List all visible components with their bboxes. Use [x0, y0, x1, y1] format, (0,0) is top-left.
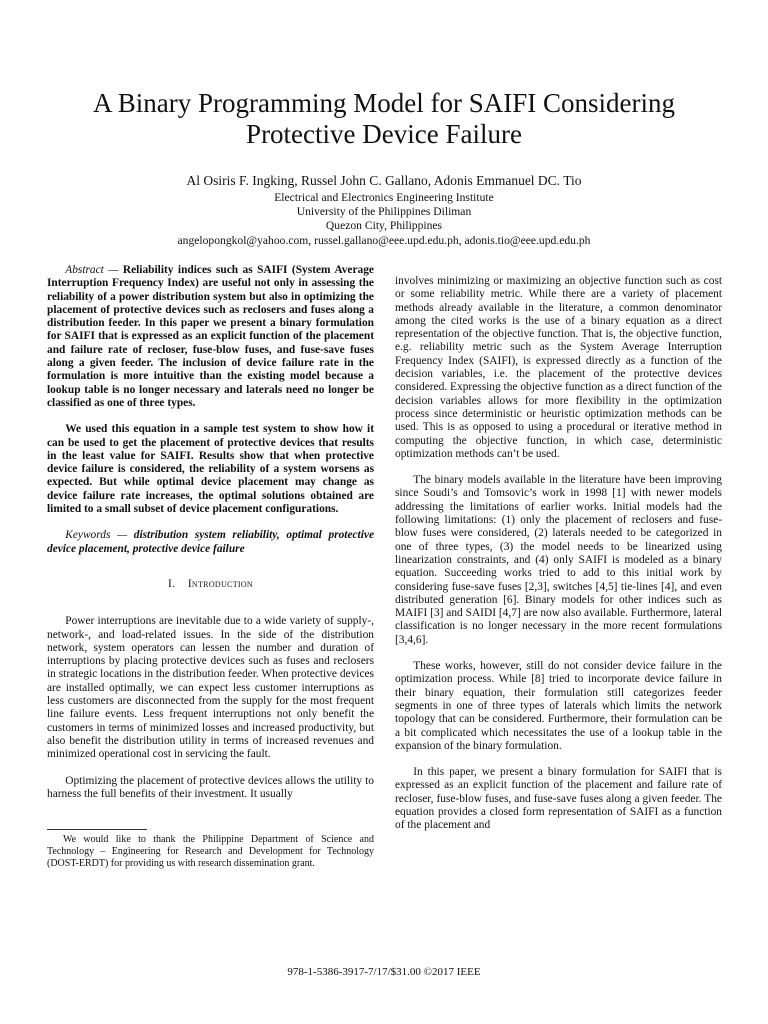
section-number: I.	[167, 577, 176, 590]
keywords-text: distribution system reliability, optimal protective device placement, protective device failure	[47, 529, 374, 555]
affiliation-emails[interactable]: angelopongkol@yahoo.com, russel.gallano@eee.upd.edu.ph, adonis.tio@eee.upd.edu.ph	[177, 233, 591, 247]
copyright-footer: 978-1-5386-3917-7/17/$31.00 ©2017 IEEE	[287, 966, 481, 978]
right-paragraph-4: In this paper, we present a binary formulation for SAIFI that is expressed as an explicit function of the placement and failure rate of recloser, fuse-blow fuses, and fuse-save fuses along a given feeder. The equation provides a closed form representation of SAIFI as a function of the placement and	[395, 766, 722, 832]
section-title: Introduction	[187, 577, 253, 590]
left-column	[47, 264, 374, 801]
abstract-lead: Abstract —	[65, 264, 123, 276]
paper-title	[40, 88, 728, 150]
right-paragraph-3: These works, however, still do not consider device failure in the optimization process. While [8] tried to incorporate device failure in their binary equation, their formulation still categorizes feeder segments in one of three types of laterals which limits the network topology that can be considered. Furthermore, their formulation can be a bit complicated which necessitates the use of a lookup table in the expansion of the binary formulation.	[395, 660, 722, 752]
section-heading-introduction	[47, 578, 374, 591]
affiliation-institute: Electrical and Electronics Engineering Institute	[274, 191, 494, 204]
title-line-2: Protective Device Failure	[246, 119, 522, 149]
author-list: Al Osiris F. Ingking, Russel John C. Gallano, Adonis Emmanuel DC. Tio	[186, 173, 582, 188]
footnote: We would like to thank the Philippine Department of Science and Technology – Engineering for Research and Development for Technology (DOST-ERDT) for providing us with research dissemination grant.	[47, 834, 374, 869]
right-column	[395, 275, 722, 833]
intro-paragraph-1: Power interruptions are inevitable due to a wide variety of supply-, network-, and load-related issues. In the side of the distribution network, system operators can lessen the number and duration of interruptions by placing protective devices such as fuses and reclosers in strategic locations in the distribution feeder. When protective devices are installed optimally, we can expect less customer interruptions as less customers are disconnected from the supply for the most frequent line failure events. Less frequent interruptions not only benefit the customers in terms of minimized losses and increased productivity, but also benefit the distribution utility in terms of increased revenues and minimized operational cost in servicing the fault.	[47, 615, 374, 761]
abstract-paragraph-1	[47, 264, 374, 410]
keywords-lead: Keywords —	[65, 529, 134, 542]
affiliation-university: University of the Philippines Diliman	[296, 205, 472, 219]
title-line-1: A Binary Programming Model for SAIFI Considering	[93, 88, 675, 118]
abstract-paragraph-2: We used this equation in a sample test system to show how it can be used to get the placement of protective devices that results in the least value for SAIFI. Results show that when protective device failure is considered, the reliability of a system worsens as expected. But while optimal device placement may change as device failure rate increases, the optimal solutions obtained are limited to a small subset of device placement configurations.	[47, 423, 374, 516]
intro-paragraph-2: Optimizing the placement of protective devices allows the utility to harness the full benefits of their investment. It usually	[47, 774, 374, 800]
affiliation-city: Quezon City, Philippines	[325, 219, 443, 233]
right-paragraph-2: The binary models available in the literature have been improving since Soudi’s and Tomsovic’s work in 1998 [1] with newer models addressing the limitations of earlier works. Initial models had the following limitations: (1) only the placement of reclosers and fuse-blow fuses were considered, (2) laterals needed to be categorized in one of three types, (3) the model needs to be linearized using linearization constraints, and (4) only SAIFI is modeled as a binary equation. Succeeding works tried to add to this initial work by considering fuse-save fuses [2,3], switches [4,5] tie-lines [4], and even distributed generation [6]. Binary models for other indices such as MAIFI [3] and SAIDI [4,7] are now also available. Furthermore, lateral classification is no longer necessary in the more recent formulations [3,4,6].	[395, 474, 722, 646]
affiliation-block	[40, 191, 728, 248]
footnote-rule	[47, 829, 147, 830]
right-paragraph-1: involves minimizing or maximizing an objective function such as cost or some reliability metric. While there are a variety of placement methods already available in the literature, a common denominator among the cited works is the use of a binary equation as a direct representation of the objective function. That is, the objective function, e.g. reliability metric such as the System Average Interruption Frequency Index (SAIFI), is expressed directly as a function of the decision variables, i.e. the placement of the protective devices considered. Expressing the objective function as a direct function of the decision variables allows for more flexibility in the optimization process since deterministic or heuristic optimization methods can be used. This is as opposed to using a procedural or iterative method in computing the objective function, in which case, deterministic optimization methods can’t be used.	[395, 275, 722, 460]
abstract-text-1: Reliability indices such as SAIFI (System Average Interruption Frequency Index) are useful not only in assessing the reliability of a power distribution system but also in optimizing the placement of protective devices such as reclosers and fuses along a distribution feeder. In this paper we present a binary formulation for SAIFI that is expressed as an explicit function of the placement and failure rate of recloser, fuse-blow fuses, and fuse-save fuses along a given feeder. The inclusion of device failure rate in the formulation is more intuitive than the existing model because a lookup table is no longer necessary and laterals need no longer be classified as one of three types.	[47, 264, 374, 409]
keywords-paragraph	[47, 529, 374, 556]
